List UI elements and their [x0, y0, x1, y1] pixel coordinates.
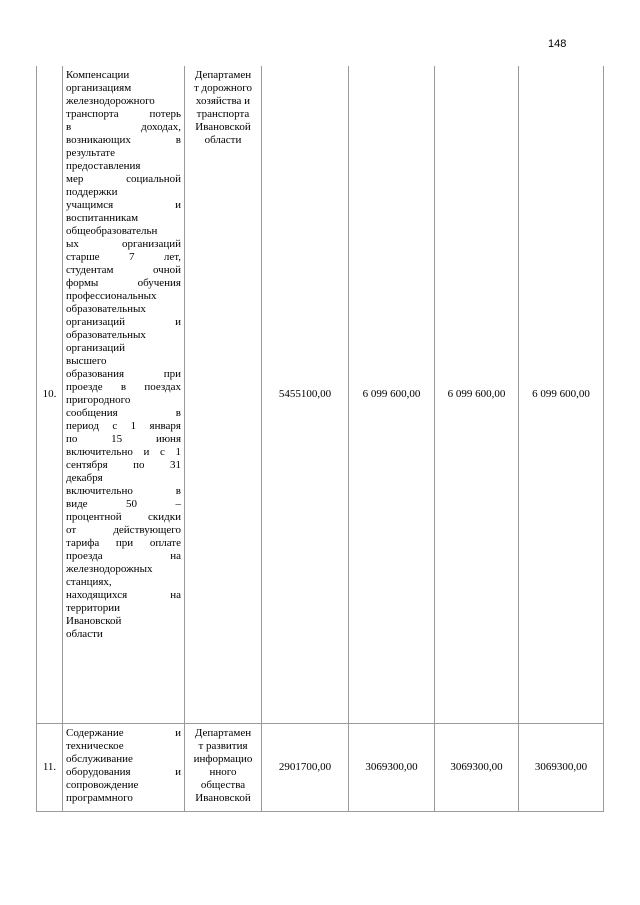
measure-name-line: тарифа при оплате	[66, 537, 181, 549]
measure-name-line: находящихся на	[66, 589, 181, 601]
measure-name-line: формы обучения	[66, 277, 181, 289]
table-row	[37, 723, 604, 811]
department-name-line: Ивановской	[195, 121, 251, 133]
measure-name	[63, 723, 185, 811]
measure-name-line: оборудования и	[66, 765, 181, 778]
measure-name-line: образовательных	[66, 303, 146, 315]
measure-name-line: поддержки	[66, 186, 118, 198]
measure-name-line: организаций	[66, 342, 126, 354]
department-name-line: хозяйства и	[195, 95, 251, 107]
measure-name-line: виде 50 –	[66, 498, 181, 510]
measure-name-line: процентной скидки	[66, 511, 181, 523]
value-cell: 3069300,00	[349, 723, 435, 811]
value-cell: 3069300,00	[519, 723, 604, 811]
measure-name-line: включительно в	[66, 485, 181, 497]
measure-name-line: старше 7 лет,	[66, 251, 181, 263]
measure-name-line: пригородного	[66, 394, 131, 406]
measure-name-line: результате	[66, 147, 115, 159]
department-name-line: Департамен	[194, 726, 252, 739]
measure-name-line: образования при	[66, 368, 181, 380]
value-cell: 3069300,00	[435, 723, 519, 811]
row-number: 11.	[37, 723, 63, 811]
measure-name-line: студентам очной	[66, 264, 181, 276]
measure-name-line: воспитанникам	[66, 212, 139, 224]
measure-name-line: организациям	[66, 82, 132, 94]
measure-name-line: области	[66, 628, 103, 640]
measure-name-line: образовательных	[66, 329, 146, 341]
measure-name-line: транспорта потерь	[66, 108, 181, 120]
department-name	[185, 723, 262, 811]
measure-name-line: железнодорожного	[66, 95, 155, 107]
budget-table	[36, 66, 604, 812]
department-name-line: общества	[200, 778, 246, 791]
measure-name-line: проезде в поездах	[66, 381, 181, 393]
measure-name-line: Содержание и	[66, 726, 181, 739]
measure-name-line: учащимся и	[66, 199, 181, 211]
department-name-line: т дорожного	[193, 82, 253, 94]
measure-name-line: Ивановской	[66, 615, 122, 627]
row-number: 10.	[37, 66, 63, 723]
value-cell: 5455100,00	[262, 66, 349, 723]
measure-name-line: сообщения в	[66, 407, 181, 419]
measure-name-line: Компенсации	[66, 69, 130, 81]
measure-name-line: ых организаций	[66, 238, 181, 250]
measure-name-line: включительно и с 1	[66, 446, 181, 458]
department-name-line: нного	[209, 765, 237, 778]
measure-name-line: возникающих в	[66, 134, 181, 146]
measure-name-line: станциях,	[66, 576, 112, 588]
measure-name-line: по 15 июня	[66, 433, 181, 445]
measure-name-line: организаций и	[66, 316, 181, 328]
measure-name-line: общеобразовательн	[66, 225, 158, 237]
department-name-line: информацио	[193, 752, 253, 765]
department-name-line: области	[204, 134, 242, 146]
department-name-line: Департамен	[194, 69, 252, 81]
measure-name	[63, 66, 185, 723]
measure-name-line: от действующего	[66, 524, 181, 536]
measure-name-line: профессиональных	[66, 290, 157, 302]
measure-name-line: железнодорожных	[66, 563, 153, 575]
department-name-line: транспорта	[196, 108, 250, 120]
value-cell: 6 099 600,00	[435, 66, 519, 723]
measure-name-line: проезда на	[66, 550, 181, 562]
measure-name-line: в доходах,	[66, 121, 181, 133]
page-number: 148	[548, 38, 567, 50]
value-cell: 6 099 600,00	[519, 66, 604, 723]
value-cell: 2901700,00	[262, 723, 349, 811]
measure-name-line: высшего	[66, 355, 107, 367]
measure-name-line: территории	[66, 602, 121, 614]
measure-name-line: декабря	[66, 472, 103, 484]
measure-name-line: сопровождение	[66, 778, 139, 791]
department-name	[185, 66, 262, 723]
table-row	[37, 66, 604, 723]
measure-name-line: сентября по 31	[66, 459, 181, 471]
measure-name-line: обслуживание	[66, 752, 133, 765]
department-name-line: т развития	[198, 739, 248, 752]
measure-name-line: программного	[66, 791, 133, 804]
measure-name-line: период с 1 января	[66, 420, 181, 432]
value-cell: 6 099 600,00	[349, 66, 435, 723]
measure-name-line: техническое	[66, 739, 124, 752]
measure-name-line: мер социальной	[66, 173, 181, 185]
department-name-line: Ивановской	[195, 791, 251, 804]
measure-name-line: предоставления	[66, 160, 141, 172]
